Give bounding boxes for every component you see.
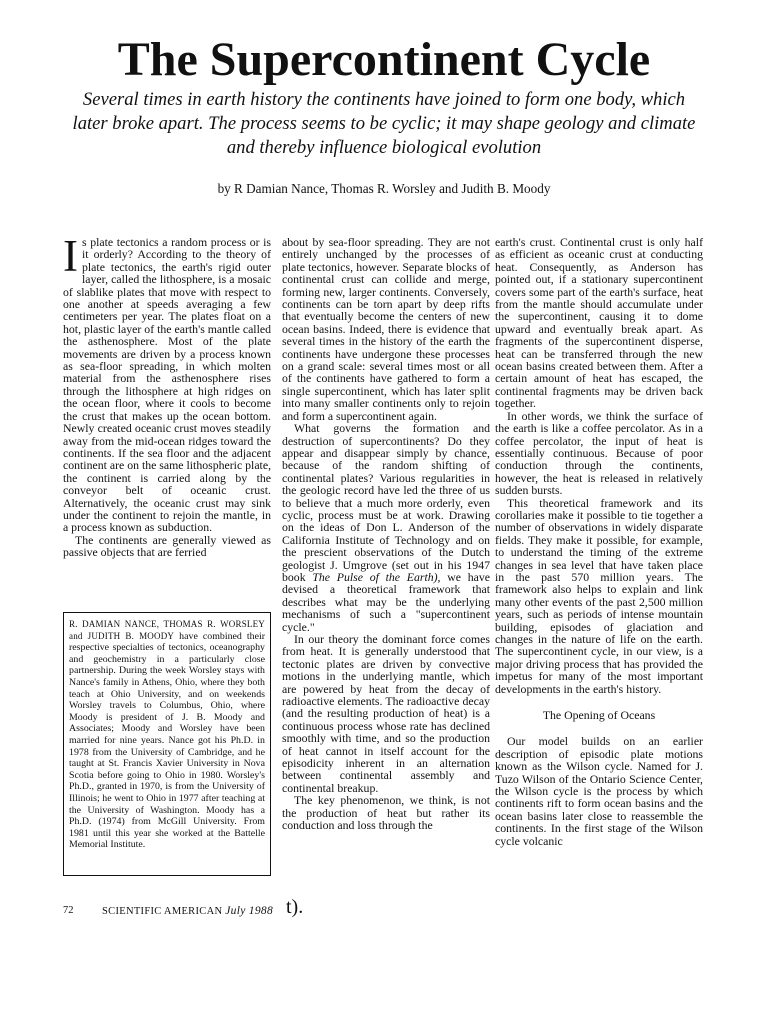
paragraph: earth's crust. Continental crust is only half as efficient as oceanic crust at conducting heat. Consequently, as Anderson has pointed out, if a stationary supercontinent covers some part of the earth's surface, heat from the mantle should accumulate under the supercontinent, causing it to dome upward and eventually break apart. As fragments of the supercontinent disperse, heat can be transferred through the new ocean basins created between them. After a certain amount of heat has escaped, the continental fragments may be driven back together. xyxy=(495,235,703,411)
column-3 xyxy=(495,236,703,847)
journal-footer xyxy=(102,905,273,917)
article-title: The Supercontinent Cycle xyxy=(117,33,651,86)
journal-name: SCIENTIFIC AMERICAN xyxy=(102,906,223,917)
paragraph xyxy=(282,422,490,633)
paragraph: The continents are generally viewed as passive objects that are ferried xyxy=(63,532,271,560)
paragraph: Our model builds on an earlier description of episodic plate motions known as the Wilson cycle. Named for J. Tuzo Wilson of the Ontario Science Center, the Wilson cycle is the process by which continents rift to form ocean basins and the ocean basins later close to reassemble the continents. In the first stage of the Wilson cycle volcanic xyxy=(495,734,703,848)
paragraph: about by sea-floor spreading. They are not entirely unchanged by the processes of plate tectonics, however. Separate blocks of continental crust can collide and merge, forming new, larger continents. Conversely, continents can be torn apart by deep rifts that eventually become the centers of new ocean basins. Indeed, there is evidence that several times in the history of the earth the continents have undergone these processes on a grand scale: several times most or all of the continents have gathered to form a single supercontinent, which has later split into many smaller continents only to rejoin and form a supercontinent again. xyxy=(282,235,490,423)
paragraph: In other words, we think the surface of the earth is like a coffee percolator. As in a coffee percolator, the input of heat is essentially continuous. Because of poor conduction through the continents, however, the heat is released in relatively sudden bursts. xyxy=(495,408,703,498)
article-subtitle: Several times in earth history the continents have joined to form one body, which later broke apart. The process seems to be cyclic; it may shape geology and climate and thereby influence biological evolution xyxy=(72,89,696,158)
column-2 xyxy=(282,236,490,832)
byline: by R Damian Nance, Thomas R. Worsley and Judith B. Moody xyxy=(217,181,551,196)
paragraph: The key phenomenon, we think, is not the production of heat but rather its conduction and loss through the xyxy=(282,793,490,833)
paragraph-text: What governs the formation and destruction of supercontinents? Do they appear and disappear simply by chance, because of the random shifting of continental plates? Various regularities in the geologic record have led the three of us to believe that a much more orderly, even cyclic, process must be at work. Drawing on the ideas of Don L. Anderson of the California Institute of Technology and on the prescient observations of the Dutch geologist J. Umgrove (set out in his 1947 book xyxy=(282,421,490,584)
paragraph-text: we have devised a theoretical framework that describes what may be the underlying mechanisms of such a "supercontinent cycle." xyxy=(282,569,490,634)
author-bio-text: have combined their respective specialties of tectonics, oceanography and geochemistry in a particularly close partnership. During the week Worsley stays with Nance's family in Athens, Ohio, where they both teach at Ohio University, and on weekends Worsley travels to Columbus, Ohio, where Moody is president of J. B. Moody and Associates; Moody and Worsley have been married for nine years. Nance got his Ph.D. in 1978 from the University of Cambridge, and he taught at St. Francis Xavier University in Nova Scotia before going to Ohio in 1980. Worsley's Ph.D., granted in 1970, is from the University of Illinois; he went to Ohio in 1977 after teaching at the University of Washington. Moody has a Ph.D. (1974) from McGill University. From 1981 until this year she worked at the Battelle Memorial Institute. xyxy=(69,630,265,851)
paragraph: This theoretical framework and its corollaries make it possible to tie together a number of observations in widely disparate fields. They make it possible, for example, to understand the timing of the extreme changes in sea level that have taken place in the past 570 million years. The framework also helps to explain and link many other events of the past 2,500 million years, such as periods of intense mountain building, episodes of glaciation and changes in the nature of life on the earth. The supercontinent cycle, in our view, is a major driving process that has provided the impetus for many of the most important developments in the earth's history. xyxy=(495,495,703,696)
book-title: The Pulse of the Earth), xyxy=(312,569,441,584)
paragraph xyxy=(63,231,272,535)
paragraph: In our theory the dominant force comes from heat. It is generally understood that tectonic plates are driven by convective motions in the underlying mantle, which are powered by heat from the decay of radioactive elements. The radioactive decay (and the resulting production of heat) is a continuous process whose rate has declined smoothly with time, and so the production of heat cannot in itself account for the episodicity inherent in an alternation between continental assembly and continental breakup. xyxy=(282,632,490,795)
section-heading: The Opening of Oceans xyxy=(542,708,656,723)
issue-date: July 1988 xyxy=(225,905,274,917)
author-bio-box xyxy=(63,612,271,876)
column-1 xyxy=(63,231,272,560)
text-fragment: t). xyxy=(286,896,304,918)
drop-cap: I xyxy=(63,231,78,281)
page-number: 72 xyxy=(63,905,74,916)
author-names: R. DAMIAN NANCE, THOMAS R. WORSLEY and JUDITH B. MOODY xyxy=(69,619,265,641)
paragraph-text: s plate tectonics a random process or is it orderly? According to the theory of plate tectonics, the earth's rigid outer layer, called the lithosphere, is a mosaic of slablike plates that move with respect to one another at speeds averaging a few centimeters per year. The plates float on a hot, plastic layer of the earth's mantle called the asthenosphere. Most of the plate movements are driven by a process known as sea-floor spreading, in which molten material from the asthenosphere rises through the lithosphere at high ridges on the ocean floor, where it cools to become the crust that makes up the ocean bottom. Newly created oceanic crust moves steadily away from the mid-ocean ridges toward the continents. If the sea floor and the adjacent continent are on the same lithospheric plate, the continent is carried along by the conveyor belt of oceanic crust. Alternatively, the oceanic crust may sink under the continent to rejoin the mantle, in a process known as subduction. xyxy=(63,235,272,535)
